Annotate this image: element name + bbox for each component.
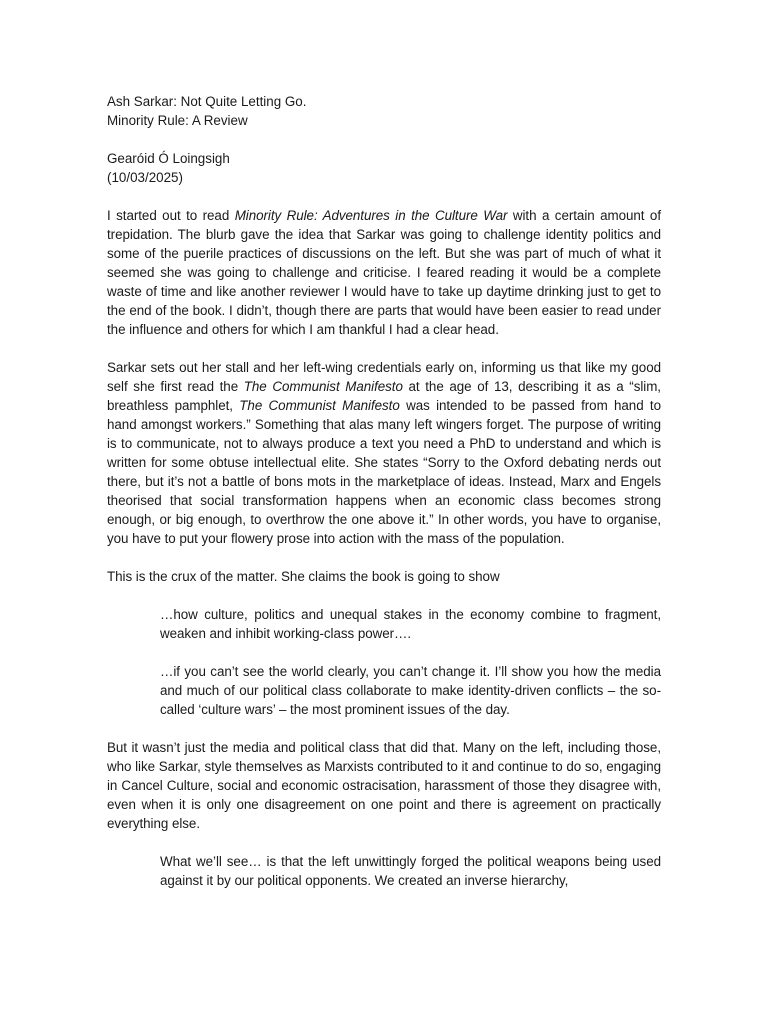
review-title: Ash Sarkar: Not Quite Letting Go. xyxy=(107,94,307,109)
review-date: (10/03/2025) xyxy=(107,170,183,185)
paragraph-intro: I started out to read Minority Rule: Adventures in the Culture War with a certain amount of trepidation. The blurb gave the idea that Sarkar was going to challenge identity politics and some of the puerile practices of discussions on the left. But she was part of much of what it seemed she was going to challenge and criticise. I feared reading it would be a complete waste of time and like another reviewer I would have to take up daytime drinking just to get to the end of the book. I didn’t, though there are parts that would have been easier to read under the influence and others for which I am thankful I had a clear head. xyxy=(107,208,661,337)
book-title: Minority Rule: Adventures in the Culture War xyxy=(234,208,508,223)
author-name: Gearóid Ó Loingsigh xyxy=(107,151,230,166)
blockquote-culture: …how culture, politics and unequal stakes in the economy combine to fragment, weaken and inhibit working-class power…. xyxy=(160,607,661,641)
review-subtitle: Minority Rule: A Review xyxy=(107,113,248,128)
blockquote-political-weapons: What we’ll see… is that the left unwittingly forged the political weapons being used against it by our political opponents. We created an inverse hierarchy, xyxy=(160,854,661,888)
blockquote-culture-wars: …if you can’t see the world clearly, you can’t change it. I’ll show you how the media and much of our political class collaborate to make identity-driven conflicts – the so-called ‘culture wars’ – the most prominent issues of the day. xyxy=(160,664,661,717)
book-title: The Communist Manifesto xyxy=(239,398,400,413)
paragraph-credentials: Sarkar sets out her stall and her left-wing credentials early on, informing us that like my good self she first read the The Communist Manifesto at the age of 13, describing it as a “slim, breathless pamphlet, The Communist Manifesto was intended to be passed from hand to hand amongst workers.” Something that alas many left wingers forget. The purpose of writing is to communicate, not to always produce a text you need a PhD to understand and which is written for some obtuse intellectual elite. She states “Sorry to the Oxford debating nerds out there, but it’s not a battle of bons mots in the marketplace of ideas. Instead, Marx and Engels theorised that social transformation happens when an economic class becomes strong enough, or big enough, to overthrow the one above it.” In other words, you have to organise, you have to put your flowery prose into action with the mass of the population. xyxy=(107,360,661,546)
book-title: The Communist Manifesto xyxy=(243,379,403,394)
paragraph-left: But it wasn’t just the media and political class that did that. Many on the left, including those, who like Sarkar, style themselves as Marxists contributed to it and continue to do so, engaging in Cancel Culture, social and economic ostracisation, harassment of those they disagree with, even when it is only one disagreement on one point and there is agreement on practically everything else. xyxy=(107,740,661,831)
paragraph-crux: This is the crux of the matter. She claims the book is going to show xyxy=(107,569,500,584)
